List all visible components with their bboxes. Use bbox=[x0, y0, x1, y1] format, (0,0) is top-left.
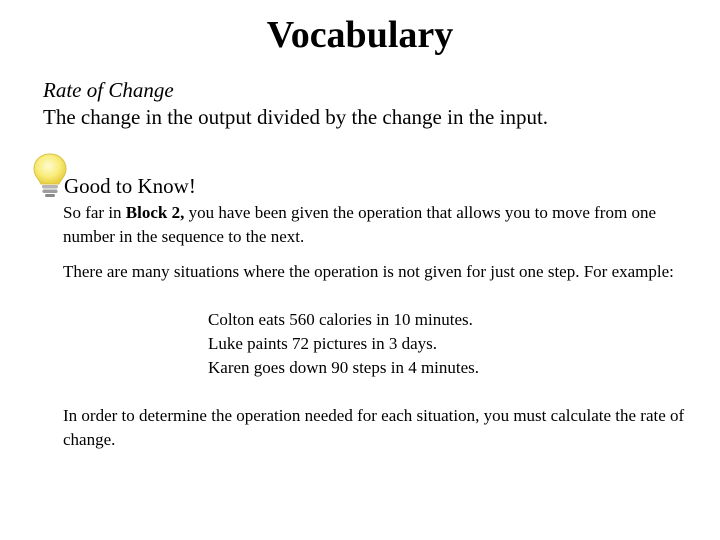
vocab-definition: The change in the output divided by the change in the input. bbox=[43, 105, 549, 129]
paragraph-conclusion: In order to determine the operation needed for each situation, you must calculate the rate of change. bbox=[63, 406, 685, 449]
paragraph-block-intro bbox=[63, 201, 703, 249]
block-intro-end: you have been given the operation that allows you to move from one number in the sequence to the next. bbox=[63, 203, 656, 246]
example-item: Colton eats 560 calories in 10 minutes. bbox=[208, 310, 473, 329]
good-to-know-heading: Good to Know! bbox=[64, 174, 196, 198]
vocab-term: Rate of Change bbox=[43, 78, 174, 102]
block-reference: Block 2, bbox=[125, 203, 185, 222]
paragraph-situations: There are many situations where the operation is not given for just one step. For example: bbox=[63, 262, 674, 281]
example-item: Luke paints 72 pictures in 3 days. bbox=[208, 334, 437, 353]
example-item: Karen goes down 90 steps in 4 minutes. bbox=[208, 358, 480, 377]
block-intro-start: So far in bbox=[63, 203, 126, 222]
page-title: Vocabulary bbox=[266, 14, 454, 56]
example-list bbox=[208, 308, 479, 380]
